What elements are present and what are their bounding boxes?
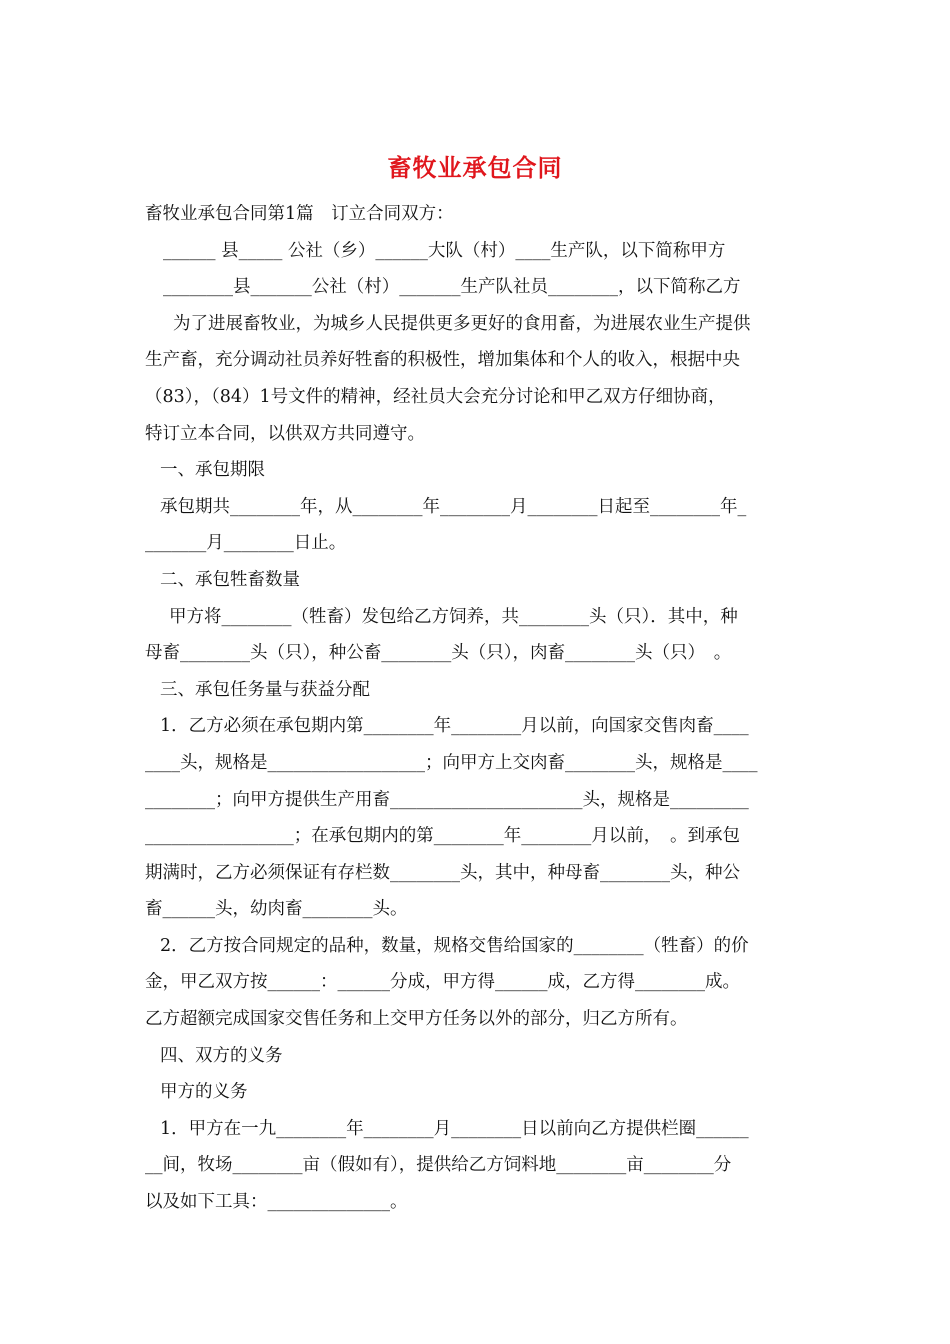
section-heading: 三、承包任务量与获益分配 <box>160 679 370 700</box>
document-line: 金，甲乙双方按______：______分成，甲方得______成，乙方得________成。 <box>145 972 740 993</box>
section-heading: 一、承包期限 <box>160 460 265 481</box>
document-body <box>145 196 805 1221</box>
document-line: 畜牧业承包合同第1篇 订立合同双方： <box>145 204 454 224</box>
document-line: __间，牧场________亩（假如有），提供给乙方饲料地________亩________分 <box>145 1155 732 1176</box>
document-line: 期满时，乙方必须保证有存栏数________头，其中，种母畜________头，种公 <box>145 862 740 883</box>
document-line: ____头，规格是__________________；向甲方上交肉畜________头，规格是____ <box>145 752 758 773</box>
document-line: 2．乙方按合同规定的品种，数量，规格交售给国家的________（牲畜）的价 <box>160 935 749 956</box>
document-line: 承包期共________年，从________年________月________日起至________年_ <box>160 496 747 517</box>
section-heading: 四、双方的义务 <box>160 1045 283 1066</box>
document-line: 特订立本合同，以供双方共同遵守。 <box>145 423 425 444</box>
document-line: ________；向甲方提供生产用畜______________________头，规格是_________ <box>145 789 749 810</box>
document-line: _______月________日止。 <box>145 533 347 554</box>
document-line: 以及如下工具：______________。 <box>145 1192 408 1213</box>
document-line: 为了进展畜牧业，为城乡人民提供更多更好的食用畜，为进展农业生产提供 <box>173 313 751 334</box>
document-line: 甲方将________（牲畜）发包给乙方饲养，共________头（只）．其中，种 <box>169 606 738 627</box>
document-line: 畜______头，幼肉畜________头。 <box>145 899 408 920</box>
document-line: 生产畜，充分调动社员养好牲畜的积极性，增加集体和个人的收入，根据中央 <box>145 350 740 371</box>
document-line: 1．甲方在一九________年________月________日以前向乙方提供栏圈______ <box>160 1118 749 1139</box>
document-line: 乙方超额完成国家交售任务和上交甲方任务以外的部分，归乙方所有。 <box>145 1009 688 1030</box>
document-title: 畜牧业承包合同 <box>387 153 563 182</box>
document-line: _________________；在承包期内的第________年________月以前， 。到承包 <box>145 826 740 847</box>
document-line: （83），（84）1号文件的精神，经社员大会充分讨论和甲乙双方仔细协商， <box>145 386 726 407</box>
document-line: 母畜________头（只），种公畜________头（只），肉畜________头（只） 。 <box>145 643 732 664</box>
document-line: 1．乙方必须在承包期内第________年________月以前，向国家交售肉畜____ <box>160 716 749 737</box>
section-heading: 二、承包牲畜数量 <box>160 569 300 590</box>
document-line: ________县_______公社（村）_______生产队社员________，以下简称乙方 <box>163 277 741 298</box>
document-line: ______ 县_____ 公社（乡）______大队（村）____生产队，以下简称甲方 <box>163 240 726 261</box>
subsection-heading: 甲方的义务 <box>160 1082 248 1103</box>
